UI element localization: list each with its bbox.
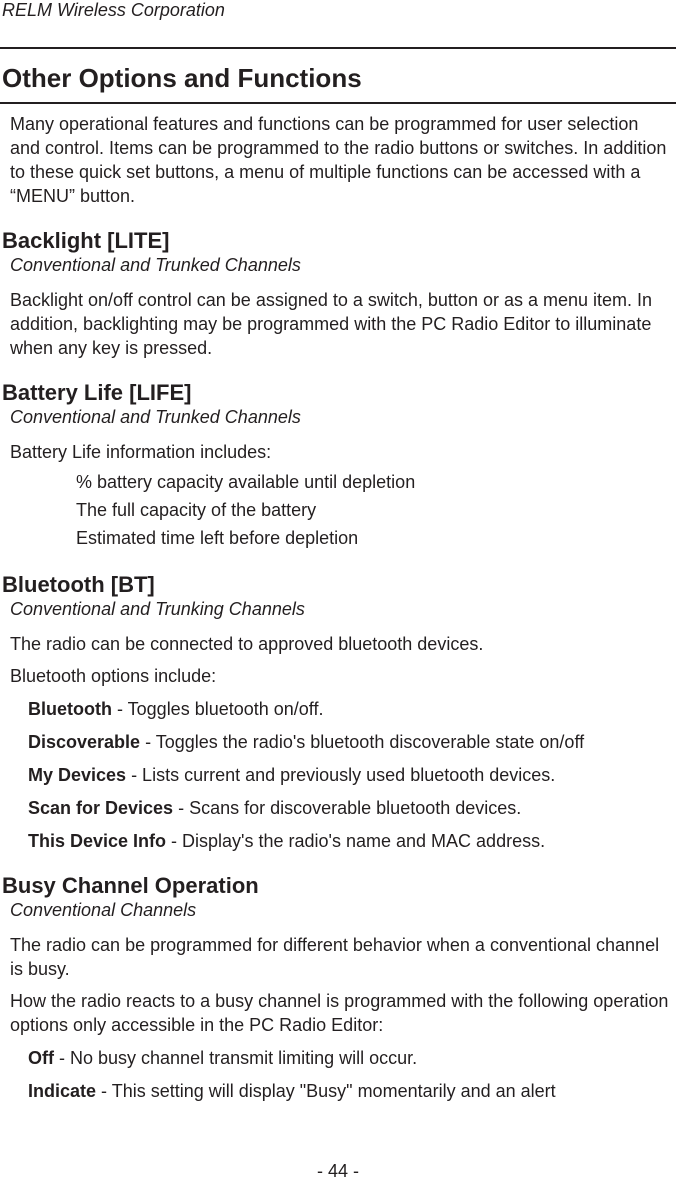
list-item: The full capacity of the battery [76,500,317,520]
option-description: - No busy channel transmit limiting will occur. [54,1048,418,1068]
page-title: Other Options and Functions [2,63,362,93]
page-content [0,112,676,1103]
section-backlight [0,228,676,360]
section-subtitle: Conventional and Trunked Channels [10,407,301,427]
option-term: My Devices [28,765,127,785]
option-term: This Device Info [28,831,167,851]
list-item: Estimated time left before depletion [76,528,359,548]
battery-info-list [0,468,676,552]
option-item [28,796,676,820]
option-description: - Scans for discoverable bluetooth devices. [173,798,522,818]
section-paragraph: Bluetooth options include: [10,666,217,686]
option-description: - Toggles bluetooth on/off. [111,699,324,719]
section-bluetooth [0,572,676,853]
option-description: - This setting will display "Busy" momentarily and an alert [96,1081,556,1101]
option-item [28,763,676,787]
option-term: Bluetooth [28,699,112,719]
option-item [28,829,676,853]
section-title: Busy Channel Operation [2,873,259,898]
title-rule [0,102,676,104]
section-paragraph: How the radio reacts to a busy channel is programmed with the following operation options only accessible in the PC Radio Editor: [10,991,669,1035]
option-term: Discoverable [28,732,141,752]
option-item [28,697,676,721]
option-description: - Lists current and previously used bluetooth devices. [126,765,556,785]
page-number: - 44 - [316,1161,359,1181]
option-term: Scan for Devices [28,798,174,818]
section-subtitle: Conventional and Trunked Channels [10,255,301,275]
section-subtitle: Conventional Channels [10,900,197,920]
section-title: Backlight [LITE] [2,228,170,253]
section-title: Battery Life [LIFE] [2,380,192,405]
intro-paragraph: Many operational features and functions can be programmed for user selection and control. Items can be programmed to the radio buttons or switches. In addition to these quick set buttons, a menu of multiple functions can be accessed with a “MENU” button. [10,114,667,206]
top-rule [0,47,676,49]
option-term: Indicate [28,1081,97,1101]
section-battery-life [0,380,676,552]
option-item [28,1046,676,1070]
section-paragraph: Battery Life information includes: [10,442,272,462]
running-header: RELM Wireless Corporation [2,0,225,20]
section-paragraph: The radio can be programmed for different behavior when a conventional channel is busy. [10,935,660,979]
section-busy-channel [0,873,676,1103]
option-term: Off [28,1048,54,1068]
option-item [28,730,676,754]
section-subtitle: Conventional and Trunking Channels [10,599,305,619]
section-title: Bluetooth [BT] [2,572,155,597]
section-paragraph: The radio can be connected to approved bluetooth devices. [10,634,484,654]
option-description: - Display's the radio's name and MAC address. [166,831,546,851]
option-item [28,1079,676,1103]
section-paragraph: Backlight on/off control can be assigned to a switch, button or as a menu item. In addition, backlighting may be programmed with the PC Radio Editor to illuminate when any key is pressed. [10,290,653,358]
option-description: - Toggles the radio's bluetooth discoverable state on/off [140,732,585,752]
list-item: % battery capacity available until depletion [76,472,416,492]
